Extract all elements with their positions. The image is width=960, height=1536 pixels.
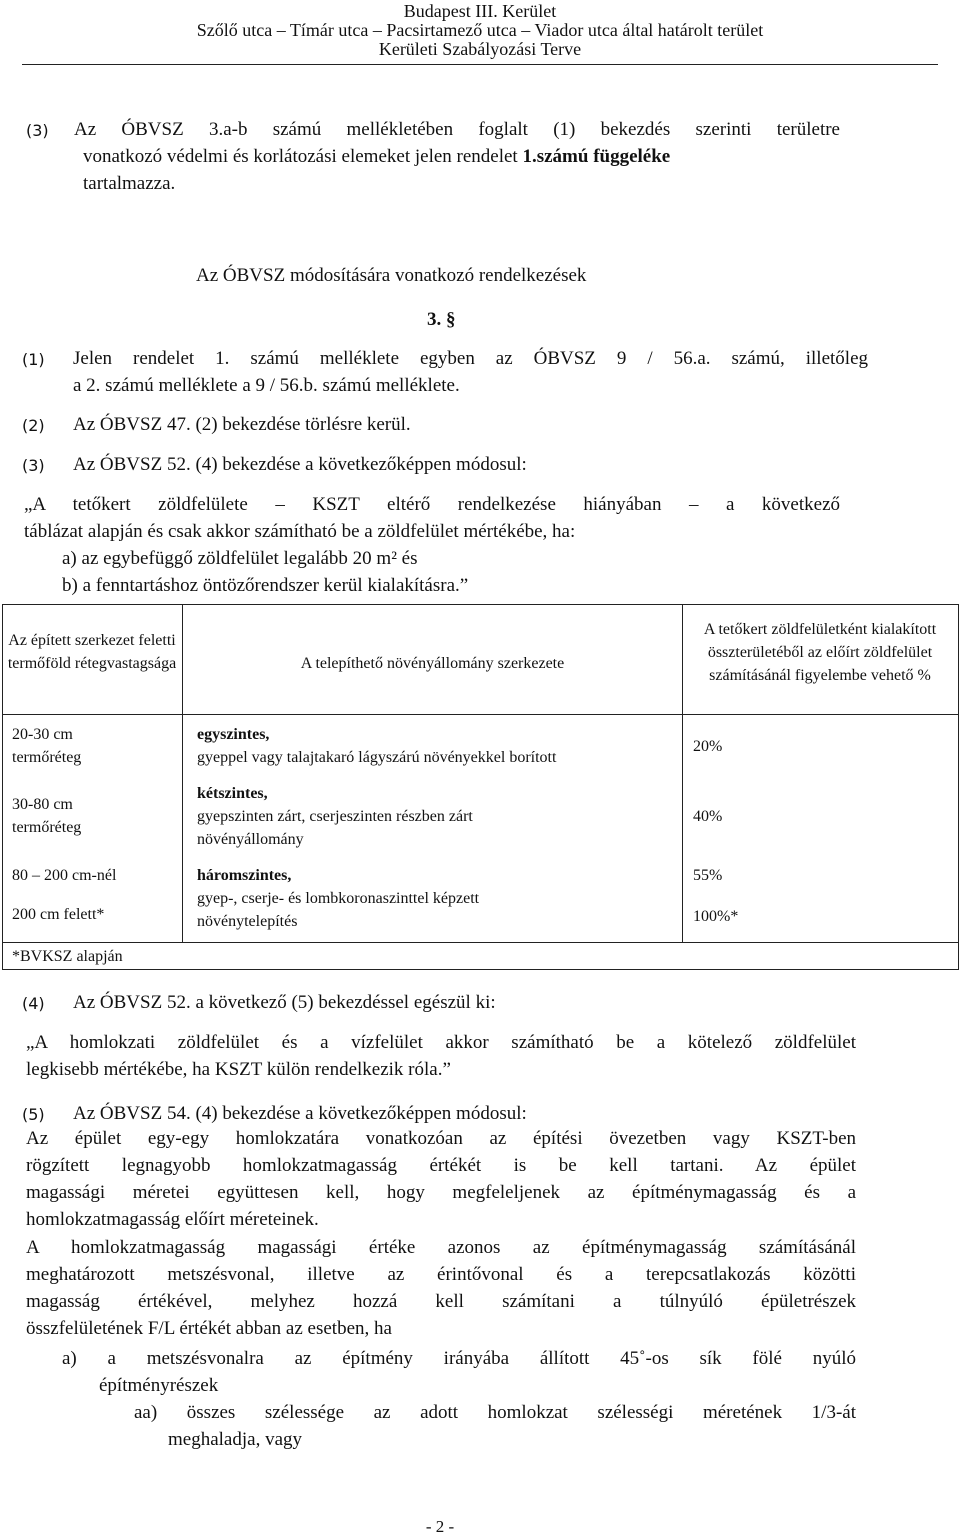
quote-line: legkisebb mértékébe, ha KSZT külön rendelkezik róla.”: [26, 1059, 451, 1080]
table-footnote: *BVKSZ alapján: [12, 948, 123, 965]
structure-level: egyszintes,: [197, 726, 270, 743]
list-item-a-cont: építményrészek: [99, 1375, 219, 1396]
table-cell-structure: [197, 723, 677, 769]
header-district: Budapest III. Kerület: [403, 1, 557, 21]
table-border: [958, 604, 959, 970]
quote-line: „A homlokzati zöldfelület és a vízfelület akkor számítható be a kötelező zöldfelület: [26, 1032, 856, 1053]
paragraph-number: (3): [22, 456, 45, 475]
table-cell-depth: 20-30 cm termőréteg: [12, 726, 82, 766]
paragraph-line: tartalmazza.: [83, 173, 176, 194]
table-border: [2, 604, 958, 605]
page-number: - 2 -: [425, 1517, 455, 1536]
list-item-aa-cont: meghaladja, vagy: [168, 1429, 303, 1450]
structure-level: kétszintes,: [197, 785, 268, 802]
body-line: Az épület egy-egy homlokzatára vonatkozóan az építési övezetben vagy KSZT-ben: [26, 1128, 856, 1149]
paragraph-number: (1): [22, 350, 45, 369]
structure-description: gyepszinten zárt, cserjeszinten részben zárt növényállomány: [197, 808, 473, 848]
paragraph-line: Az ÓBVSZ 52. (4) bekezdése a következőképpen módosul:: [73, 454, 527, 475]
quote-line: táblázat alapján és csak akkor számítható be a zöldfelület mértékébe, ha:: [24, 521, 576, 542]
paragraph-number: (3): [26, 121, 49, 140]
header-plan-title: Kerületi Szabályozási Terve: [378, 39, 582, 59]
table-cell-percent: 100%*: [693, 908, 739, 925]
section-number: [427, 306, 456, 333]
paragraph-bold-ref: 1.számú függeléke: [522, 146, 671, 167]
table-header-percent: A tetőkert zöldfelületként kialakított összterületéből az előírt zöldfelület számításánál figyelembe vehető %: [703, 621, 937, 684]
paragraph-line: Az ÓBVSZ 54. (4) bekezdése a következőképpen módosul:: [73, 1103, 527, 1124]
table-cell-depth: 80 – 200 cm-nél: [12, 867, 117, 884]
section-heading: Az ÓBVSZ módosítására vonatkozó rendelkezések: [196, 265, 587, 286]
quote-condition-a: a) az egybefüggő zöldfelület legalább 20 m² és: [62, 548, 418, 569]
body-line: homlokzatmagasság előírt méreteinek.: [26, 1209, 319, 1230]
paragraph-line: Az ÓBVSZ 3.a-b számú mellékletében foglalt (1) bekezdés szerinti területre: [74, 119, 840, 140]
table-border: [682, 604, 683, 942]
paragraph-line: Az ÓBVSZ 52. a következő (5) bekezdéssel egészül ki:: [73, 992, 496, 1013]
structure-description: gyeppel vagy talajtakaró lágyszárú növényekkel borított: [197, 749, 557, 766]
paragraph-line: a 2. számú melléklete a 9 / 56.b. számú melléklete.: [73, 375, 460, 396]
paragraph-text: vonatkozó védelmi és korlátozási elemeket jelen rendelet: [83, 146, 523, 167]
paragraph-line: Jelen rendelet 1. számú melléklete egyben az ÓBVSZ 9 / 56.a. számú, illetőleg: [73, 348, 868, 369]
table-border: [2, 969, 958, 970]
table-header-depth: Az épített szerkezet feletti termőföld rétegvastagsága: [7, 632, 177, 672]
table-border: [2, 942, 958, 943]
table-cell-structure: gyep-, cserje- és lombkoronaszinttel képzett növénytelepítés: [197, 890, 480, 930]
paragraph-number: (4): [22, 994, 45, 1013]
table-cell-structure: háromszintes,: [197, 867, 292, 884]
body-line: magasság értékével, melyhez hozzá kell számítani a túlnyúló épületrészek: [26, 1291, 856, 1312]
table-cell-structure: [197, 782, 557, 851]
table-border: [2, 714, 958, 715]
quote-condition-b: b) a fenntartáshoz öntözőrendszer kerül kialakításra.”: [62, 575, 469, 596]
table-cell-percent: 40%: [693, 808, 723, 825]
table-cell-percent: 55%: [693, 867, 723, 884]
table-cell-depth: 30-80 cm termőréteg: [12, 796, 82, 836]
table-cell-percent: 20%: [693, 738, 723, 755]
table-cell-depth: 200 cm felett*: [12, 906, 105, 923]
section-number-text: 3.: [427, 309, 442, 330]
body-line: magassági méretei együttesen kell, hogy megfeleljenek az építménymagasság és a: [26, 1182, 856, 1203]
list-item-a: a) a metszésvonalra az építmény irányába állított 45˚-os sík fölé nyúló: [62, 1348, 856, 1369]
paragraph-line: Az ÓBVSZ 47. (2) bekezdése törlésre kerül.: [73, 414, 411, 435]
body-line: A homlokzatmagasság magassági értéke azonos az építménymagasság számításánál: [26, 1237, 856, 1258]
header-area: Szőlő utca – Tímár utca – Pacsirtamező utca – Viador utca által határolt terület: [196, 20, 764, 40]
paragraph-number: (5): [22, 1105, 45, 1124]
paragraph-number: (2): [22, 416, 45, 435]
body-line: rögzített legnagyobb homlokzatmagasság értékét is be kell tartani. Az épület: [26, 1155, 856, 1176]
header-divider: [22, 64, 938, 65]
body-line: összfelületének F/L értékét abban az esetben, ha: [26, 1318, 392, 1339]
quote-line: „A tetőkert zöldfelülete – KSZT eltérő rendelkezése hiányában – a következő: [24, 494, 840, 515]
table-header-structure: A telepíthető növényállomány szerkezete: [300, 655, 565, 672]
paragraph-line: [83, 143, 843, 170]
body-line: meghatározott metszésvonal, illetve az érintővonal és a terepcsatlakozás közötti: [26, 1264, 856, 1285]
list-item-aa: aa) összes szélessége az adott homlokzat szélességi méretének 1/3-át: [134, 1402, 856, 1423]
section-sign-icon: §: [446, 309, 456, 330]
